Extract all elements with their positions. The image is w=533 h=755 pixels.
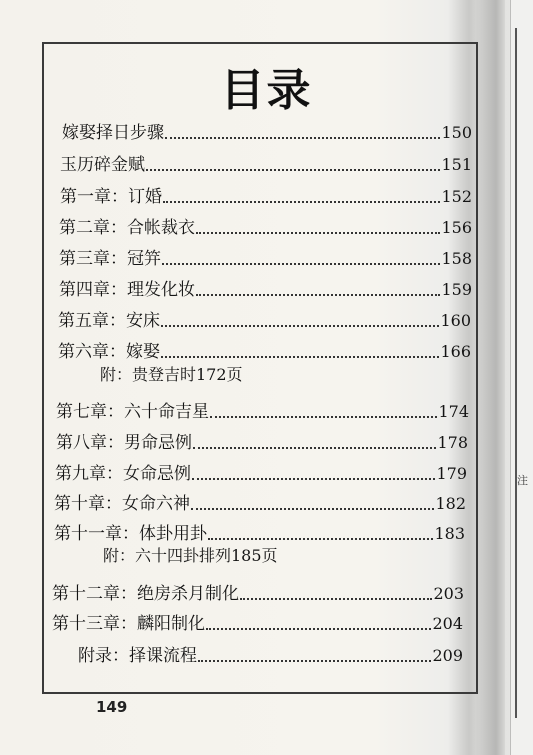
toc-entry-page: 182 — [435, 494, 466, 513]
toc-leader-dots — [192, 478, 435, 480]
toc-leader-dots — [206, 628, 431, 630]
toc-entry-page: 160 — [440, 311, 471, 330]
toc-leader-dots — [208, 538, 433, 540]
toc-entry-label: 第七章：六十命吉星 — [56, 402, 209, 422]
toc-entry-label: 第八章：男命忌例 — [56, 433, 192, 453]
toc-entry-label: 第四章：理发化妆 — [59, 280, 195, 300]
toc-entry-page: 150 — [441, 123, 472, 142]
page-number: 149 — [96, 698, 128, 716]
toc-leader-dots — [198, 660, 431, 662]
toc-entry-label: 玉历碎金赋 — [60, 155, 145, 175]
toc-leader-dots — [210, 416, 437, 418]
toc-leader-dots — [161, 356, 439, 358]
facing-page-frame-line — [515, 28, 517, 718]
toc-entry-label: 第十章：女命六神 — [54, 494, 190, 514]
toc-title: 目录 — [220, 65, 313, 116]
toc-entry[interactable] — [52, 608, 463, 634]
toc-leader-dots — [196, 294, 440, 296]
toc-entry-label: 第九章：女命忌例 — [55, 464, 191, 484]
toc-entry[interactable] — [62, 117, 472, 143]
toc-entry[interactable] — [59, 243, 472, 269]
facing-page-fragment: 注 — [517, 474, 528, 487]
toc-entry-page: 204 — [432, 614, 463, 633]
toc-entry[interactable] — [56, 396, 469, 422]
toc-entry-page: 159 — [441, 280, 472, 299]
toc-entry-page: 152 — [441, 187, 472, 206]
toc-entry-label: 第十一章：体卦用卦 — [54, 524, 207, 544]
toc-leader-dots — [146, 169, 440, 171]
toc-entry-label: 第十三章：麟阳制化 — [52, 614, 205, 634]
toc-entry[interactable] — [59, 274, 472, 300]
toc-entry[interactable] — [58, 305, 471, 331]
toc-entry-page: 203 — [433, 584, 464, 603]
toc-leader-dots — [193, 447, 436, 449]
toc-entry[interactable] — [60, 149, 472, 175]
toc-entry-label: 第三章：冠笄 — [59, 249, 161, 269]
toc-entry-label: 嫁娶择日步骤 — [62, 123, 164, 143]
toc-entry-label: 第六章：嫁娶 — [58, 342, 160, 362]
toc-appendix-note[interactable]: 附：贵登吉时172页 — [100, 365, 243, 384]
toc-entry-page: 179 — [436, 464, 467, 483]
toc-leader-dots — [163, 201, 440, 203]
toc-entry-label: 第二章：合帐裁衣 — [59, 218, 195, 238]
toc-entry[interactable] — [60, 181, 472, 207]
toc-entry-page: 158 — [441, 249, 472, 268]
toc-entry[interactable] — [54, 488, 466, 514]
toc-entry[interactable] — [58, 336, 471, 362]
toc-entry[interactable] — [78, 640, 463, 666]
toc-entry[interactable] — [52, 578, 464, 604]
toc-entry[interactable] — [55, 458, 467, 484]
toc-leader-dots — [165, 137, 440, 139]
toc-entry-label: 第一章：订婚 — [60, 187, 162, 207]
toc-leader-dots — [240, 598, 432, 600]
toc-leader-dots — [196, 232, 440, 234]
toc-appendix-note[interactable]: 附：六十四卦排列185页 — [103, 546, 278, 565]
toc-entry-page: 151 — [441, 155, 472, 174]
toc-entry-page: 156 — [441, 218, 472, 237]
toc-entry-label: 第十二章：绝房杀月制化 — [52, 584, 239, 604]
toc-entry-label: 第五章：安床 — [58, 311, 160, 331]
toc-entry-page: 178 — [437, 433, 468, 452]
toc-entry-page: 209 — [432, 646, 463, 665]
toc-entry-label: 附录：择课流程 — [78, 646, 197, 666]
toc-entry[interactable] — [56, 427, 468, 453]
toc-leader-dots — [191, 508, 434, 510]
toc-entry-page: 183 — [434, 524, 465, 543]
toc-entry-page: 174 — [438, 402, 469, 421]
toc-entry[interactable] — [59, 212, 472, 238]
toc-leader-dots — [162, 263, 440, 265]
toc-entry[interactable] — [54, 518, 465, 544]
toc-leader-dots — [161, 325, 439, 327]
toc-entry-page: 166 — [440, 342, 471, 361]
